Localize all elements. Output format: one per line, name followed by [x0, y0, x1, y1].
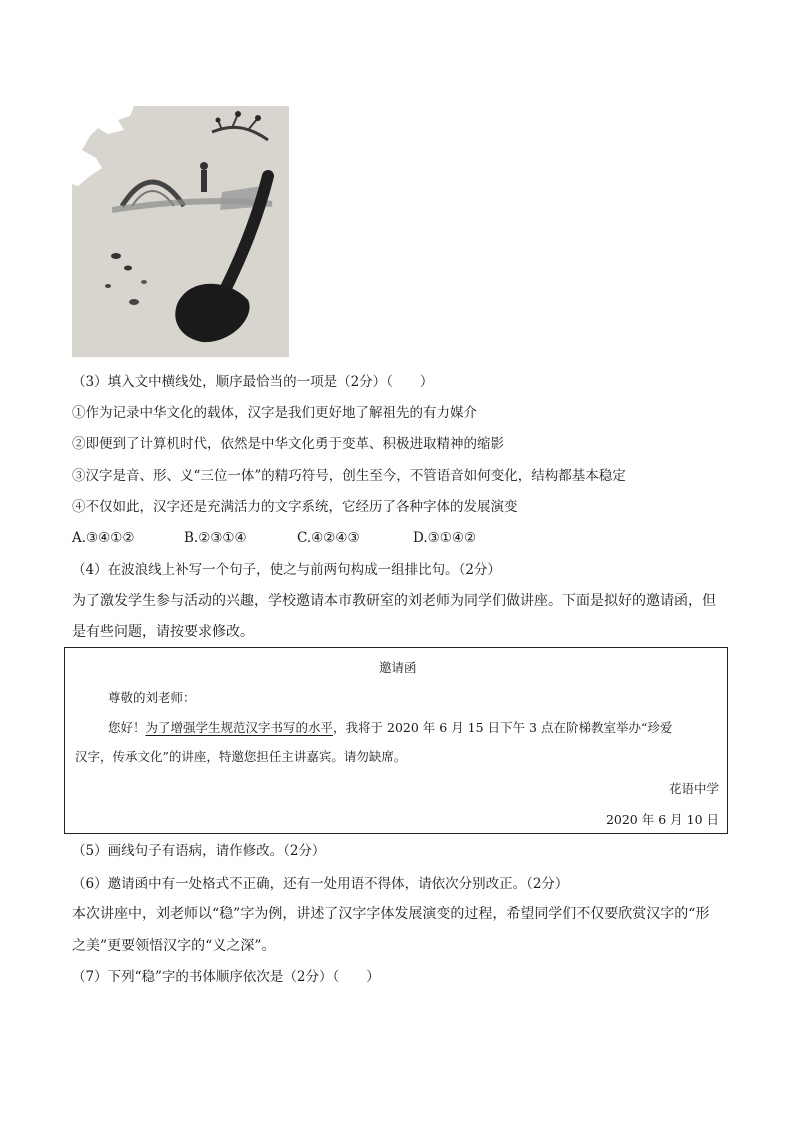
letter-underlined-sentence: 为了增强学生规范汉字书写的水平 — [145, 720, 334, 735]
choice-d: D.③①④② — [413, 530, 477, 546]
intro-line-2: 是有些问题，请按要求修改。 — [72, 624, 254, 640]
q6-stem: （6）邀请函中有一处格式不正确，还有一处用语不得体，请依次分别改正。（2分） — [72, 876, 569, 892]
q5-stem: （5）画线句子有语病，请作修改。（2分） — [72, 843, 326, 859]
q3-option-3: ③汉字是音、形、义“三位一体”的精巧符号，创生至今，不管语音如何变化，结构都基本稳定 — [72, 468, 626, 484]
paragraph-line-1: 本次讲座中，刘老师以“稳”字为例，讲述了汉字字体发展演变的过程，希望同学们不仅要欣赏汉字的“形 — [72, 906, 710, 922]
letter-signature: 花语中学 — [668, 781, 719, 796]
letter-body-rest: ，我将于 2020 年 6 月 15 日下午 3 点在阶梯教室举办“珍爱 — [333, 720, 673, 735]
letter-date: 2020 年 6 月 10 日 — [605, 812, 719, 827]
q3-option-1: ①作为记录中华文化的载体，汉字是我们更好地了解祖先的有力媒介 — [72, 405, 477, 421]
q3-option-4: ④不仅如此，汉字还是充满活力的文字系统，它经历了各种字体的发展演变 — [72, 499, 518, 515]
q4-stem: （4）在波浪线上补写一个句子，使之与前两句构成一组排比句。（2分） — [72, 562, 501, 578]
q7-stem: （7）下列“稳”字的书体顺序依次是（2分）（ ） — [72, 969, 380, 985]
ink-wash-painting — [72, 106, 289, 357]
painting-svg — [72, 106, 289, 357]
letter-body-line-1 — [108, 718, 672, 738]
choice-c: C.④②④③ — [297, 530, 360, 546]
q3-stem: （3）填入文中横线处，顺序最恰当的一项是（2分）（ ） — [72, 374, 434, 390]
letter-greeting: 尊敬的刘老师： — [108, 690, 196, 705]
choice-a: A.③④①② — [72, 530, 135, 546]
letter-title: 邀请函 — [379, 660, 417, 675]
choice-b: B.②③①④ — [184, 530, 247, 546]
invitation-letter — [64, 647, 728, 834]
paragraph-line-2: 之美”更要领悟汉字的“义之深”。 — [72, 938, 276, 954]
intro-line-1: 为了激发学生参与活动的兴趣，学校邀请本市教研室的刘老师为同学们做讲座。下面是拟好的邀请函，但 — [72, 593, 716, 609]
letter-body-prefix: 您好！ — [108, 720, 146, 735]
q3-option-2: ②即便到了计算机时代，依然是中华文化勇于变革、积极进取精神的缩影 — [72, 436, 504, 452]
letter-body-line-2: 汉字，传承文化”的讲座，特邀您担任主讲嘉宾。请勿缺席。 — [75, 749, 407, 764]
